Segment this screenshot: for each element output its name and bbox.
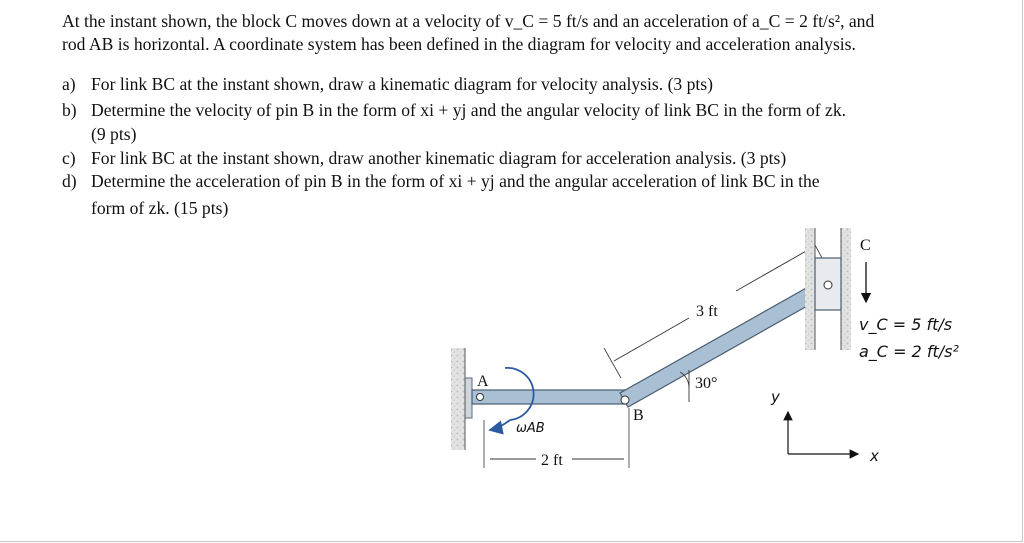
y-axis-label: y bbox=[771, 388, 780, 406]
rod-ab bbox=[472, 390, 628, 404]
item-a-label: a) bbox=[62, 74, 76, 94]
label-c: C bbox=[860, 237, 871, 254]
pin-a bbox=[477, 394, 484, 401]
vc-label: v_C = 5 ft/s bbox=[859, 315, 953, 334]
item-b-label: b) bbox=[62, 100, 77, 120]
dim-ab-label: 2 ft bbox=[541, 452, 563, 469]
guide-hatch-right bbox=[841, 228, 851, 350]
item-a-text: For link BC at the instant shown, draw a kinematic diagram for velocity analysis. (3 pts) bbox=[91, 74, 714, 94]
wall-support-a bbox=[451, 348, 472, 450]
pin-bracket-a bbox=[465, 378, 472, 418]
intro-line-2: rod AB is horizontal. A coordinate system has been defined in the diagram for velocity and acceleration analysis. bbox=[62, 34, 856, 54]
link-bc bbox=[620, 278, 832, 407]
guide-hatch-left bbox=[805, 228, 815, 350]
pin-c bbox=[824, 281, 832, 289]
dim-bc-line-lower bbox=[614, 318, 689, 361]
omega-ab-label: ωAB bbox=[516, 421, 545, 436]
item-c-text: For link BC at the instant shown, draw another kinematic diagram for acceleration analysis. (3 pts) bbox=[91, 148, 787, 168]
label-a: A bbox=[477, 373, 489, 390]
item-b-text-2: (9 pts) bbox=[91, 124, 137, 144]
x-axis-label: x bbox=[870, 447, 879, 465]
angle-label: 30° bbox=[695, 375, 718, 392]
ac-label: a_C = 2 ft/s² bbox=[859, 342, 959, 361]
pin-b bbox=[621, 396, 629, 404]
item-d-label: d) bbox=[62, 171, 77, 191]
dim-bc-label: 3 ft bbox=[696, 303, 718, 320]
item-d-text: Determine the acceleration of pin B in the form of xi + yj and the angular acceleration of link BC in the bbox=[91, 171, 820, 191]
item-b-text: Determine the velocity of pin B in the form of xi + yj and the angular velocity of link BC in the form of zk. bbox=[91, 100, 847, 120]
dim-bc-line-upper bbox=[736, 246, 815, 291]
item-d-text-2: form of zk. (15 pts) bbox=[91, 198, 229, 218]
dim-bc-ext-lower bbox=[604, 348, 621, 378]
intro-line-1: At the instant shown, the block C moves down at a velocity of v_C = 5 ft/s and an acceleration of a_C = 2 ft/s², and bbox=[62, 11, 875, 31]
item-c-label: c) bbox=[62, 148, 76, 168]
label-b: B bbox=[633, 407, 644, 424]
wall-hatch-left bbox=[451, 348, 465, 450]
omega-arrow bbox=[490, 420, 510, 430]
